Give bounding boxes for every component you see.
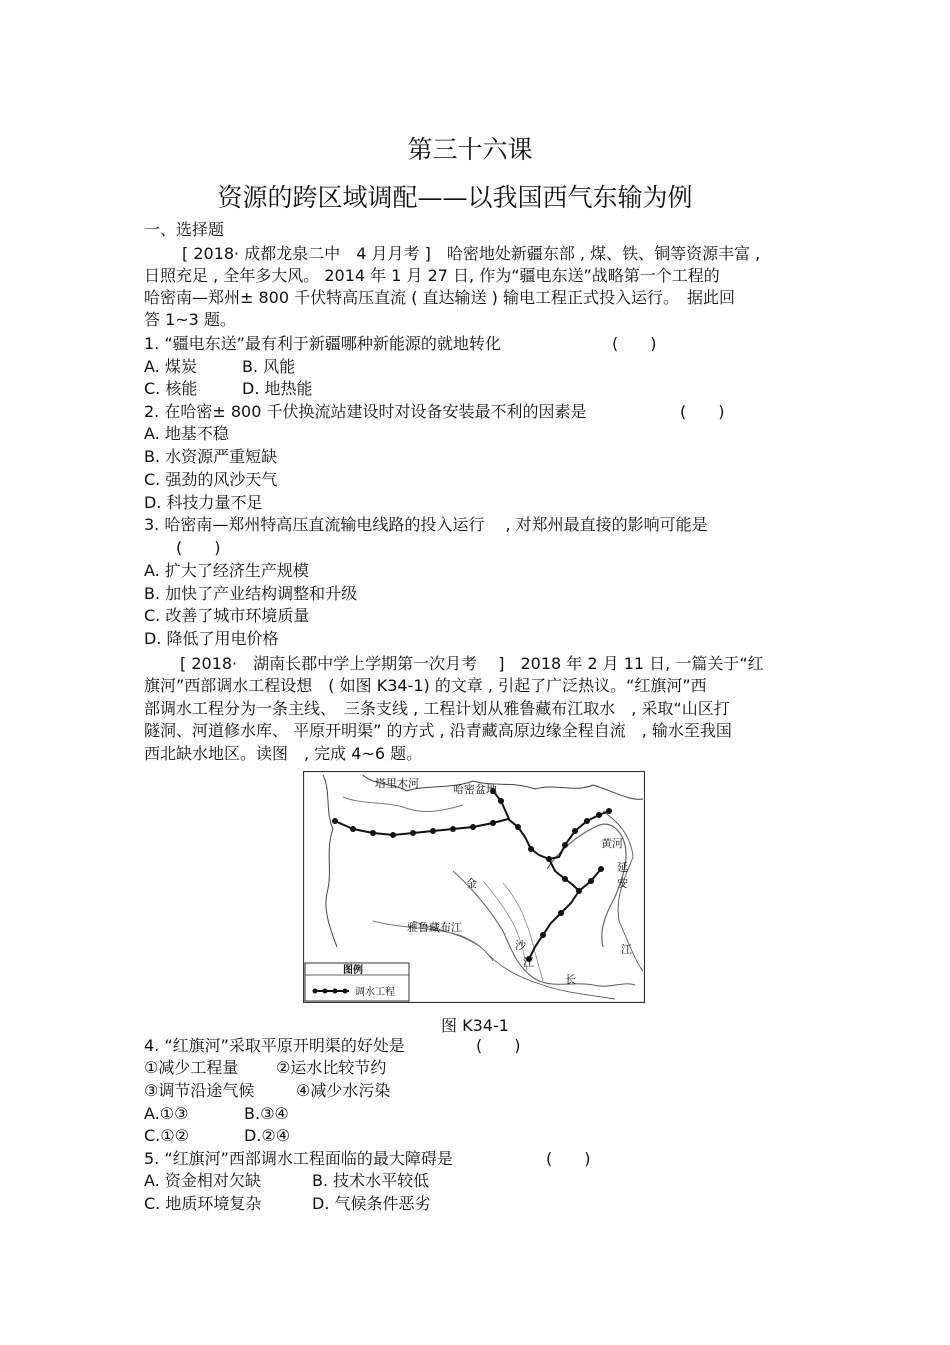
route-node — [410, 830, 416, 836]
route-node — [515, 824, 521, 830]
lesson-subtitle: 资源的跨区域调配——以我国西气东输为例 — [217, 183, 693, 212]
label-huanghe: 黄河 — [601, 837, 623, 850]
route-node — [450, 826, 456, 832]
question-1-answer-paren: ( ) — [612, 334, 657, 353]
route-node — [490, 820, 496, 826]
label-hami: 哈密盆地 — [453, 783, 497, 796]
route-node — [584, 818, 590, 824]
group2-intro-line: 隧洞、河道修水库、 平原开明渠” 的方式 , 沿青藏高原边缘全程自流 , 输水至我国 — [144, 721, 732, 740]
question-4-item-3: ③调节沿途气候 — [144, 1081, 255, 1100]
legend-title: 图例 — [343, 965, 363, 976]
legend-route-node — [333, 989, 338, 994]
question-1-option-d: D. 地热能 — [242, 379, 313, 398]
label-chang: 长 — [565, 973, 576, 986]
question-2-option-a: A. 地基不稳 — [144, 424, 229, 443]
route-node — [598, 866, 604, 872]
question-3-option-c: C. 改善了城市环境质量 — [144, 606, 310, 625]
group1-intro-line: 日照充足 , 全年多大风。 2014 年 1 月 27 日, 作为“疆电东送”战略第一个工程的 — [144, 266, 720, 285]
route-node — [470, 824, 476, 830]
question-4-option-d: D.②④ — [244, 1126, 291, 1145]
question-4-option-b: B.③④ — [244, 1104, 289, 1123]
label-jiang2: 江 — [621, 943, 632, 956]
figure-caption: 图 K34-1 — [441, 1016, 509, 1035]
question-5-option-d: D. 气候条件恶劣 — [312, 1194, 431, 1213]
label-an: 安 — [617, 877, 628, 890]
legend-route-node — [313, 989, 318, 994]
question-1-option-b: B. 风能 — [242, 357, 296, 376]
question-2-option-b: B. 水资源严重短缺 — [144, 447, 278, 466]
route-node — [562, 842, 568, 848]
label-jiang1: 江 — [523, 956, 534, 969]
group2-intro-line: 旗河”西部调水工程设想 ( 如图 K34-1) 的文章 , 引起了广泛热议。“红旗河”西 — [144, 676, 707, 695]
question-4-item-2: ②运水比较节约 — [276, 1058, 387, 1077]
question-2-answer-paren: ( ) — [680, 402, 725, 421]
group2-intro-line: [ 2018· 湖南长郡中学上学期第一次月考 ] 2018 年 2 月 11 日, 一篇关于“红 — [180, 654, 764, 673]
lesson-title: 第三十六课 — [407, 135, 533, 164]
question-5-option-a: A. 资金相对欠缺 — [144, 1171, 261, 1190]
route-node — [332, 818, 338, 824]
question-4-item-4: ④减少水污染 — [296, 1081, 391, 1100]
question-3-option-b: B. 加快了产业结构调整和升级 — [144, 584, 358, 603]
legend-item-label: 调水工程 — [355, 987, 395, 998]
label-yarlung: 雅鲁藏布江 — [407, 921, 462, 934]
route-node — [562, 876, 568, 882]
question-5-option-c: C. 地质环境复杂 — [144, 1194, 262, 1213]
question-3-option-a: A. 扩大了经济生产规模 — [144, 561, 309, 580]
map-legend — [305, 963, 409, 1001]
route-node — [390, 832, 396, 838]
legend-route-node — [323, 989, 328, 994]
question-4-option-c: C.①② — [144, 1126, 189, 1145]
group1-intro-line: 答 1~3 题。 — [144, 310, 236, 329]
route-node — [606, 808, 612, 814]
water-diversion-map — [303, 771, 645, 1003]
route-node — [528, 846, 534, 852]
question-4-item-1: ①减少工程量 — [144, 1058, 239, 1077]
route-node — [540, 932, 546, 938]
question-5-answer-paren: ( ) — [546, 1149, 591, 1168]
label-yan: 延 — [617, 861, 628, 874]
route-node — [576, 888, 582, 894]
group2-intro-line: 部调水工程分为一条主线、 三条支线 , 工程计划从雅鲁藏布江取水 , 采取“山区打 — [144, 699, 730, 718]
route-node — [572, 828, 578, 834]
question-1-stem: 1. “疆电东送”最有利于新疆哪种新能源的就地转化 — [144, 334, 501, 353]
question-4-answer-paren: ( ) — [476, 1036, 521, 1055]
question-4-option-a: A.①③ — [144, 1104, 189, 1123]
group1-intro-line: [ 2018· 成都龙泉二中 4 月月考 ] 哈密地处新疆东部 , 煤、铁、铜等资源丰富 , — [182, 244, 761, 263]
section-heading: 一、选择题 — [144, 220, 225, 239]
route-node — [430, 828, 436, 834]
question-1-option-a: A. 煤炭 — [144, 357, 197, 376]
route-node — [350, 826, 356, 832]
label-sha: 沙 — [515, 939, 526, 952]
question-5-stem: 5. “红旗河”西部调水工程面临的最大障碍是 — [144, 1149, 453, 1168]
route-node — [558, 910, 564, 916]
question-3-stem: 3. 哈密南—郑州特高压直流输电线路的投入运行 , 对郑州最直接的影响可能是 — [144, 515, 708, 534]
label-tarim: 塔里木河 — [375, 777, 419, 790]
question-1-option-c: C. 核能 — [144, 379, 198, 398]
question-3-answer-paren: ( ) — [176, 538, 221, 557]
group1-intro-line: 哈密南—郑州± 800 千伏特高压直流 ( 直达输送 ) 输电工程正式投入运行。 据此回 — [144, 288, 735, 307]
question-2-option-c: C. 强劲的风沙天气 — [144, 470, 278, 489]
route-node — [546, 856, 552, 862]
question-5-option-b: B. 技术水平较低 — [312, 1171, 430, 1190]
label-jin: 金 — [466, 877, 477, 890]
route-node — [498, 798, 504, 804]
question-3-option-d: D. 降低了用电价格 — [144, 629, 279, 648]
route-node — [588, 878, 594, 884]
route-node — [596, 812, 602, 818]
route-node — [370, 830, 376, 836]
legend-route-node — [343, 989, 348, 994]
question-2-option-d: D. 科技力量不足 — [144, 493, 263, 512]
question-4-stem: 4. “红旗河”采取平原开明渠的好处是 — [144, 1036, 405, 1055]
question-2-stem: 2. 在哈密± 800 千伏换流站建设时对设备安装最不利的因素是 — [144, 402, 587, 421]
group2-intro-line: 西北缺水地区。读图 , 完成 4~6 题。 — [144, 744, 423, 763]
